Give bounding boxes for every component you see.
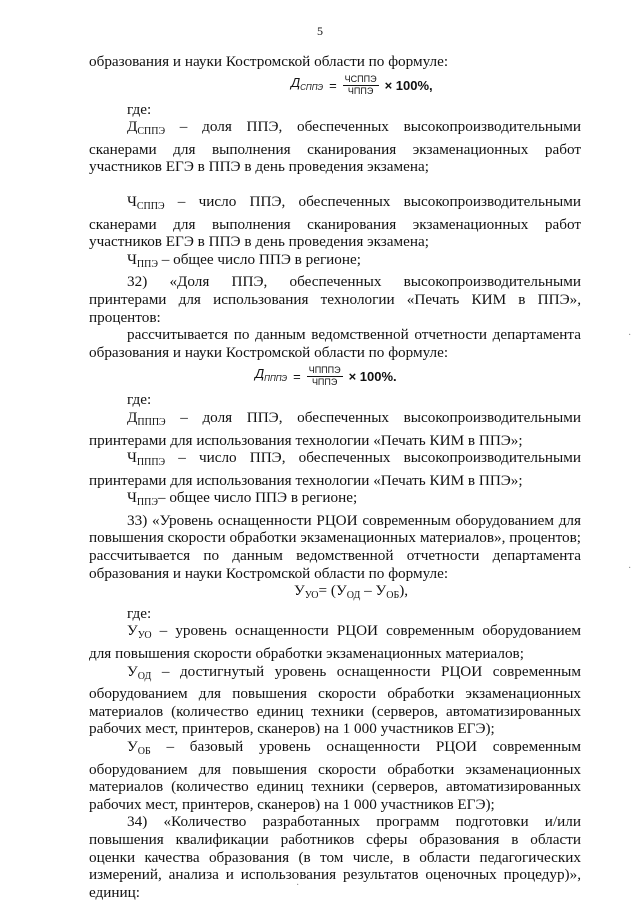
where-label: где: [127,604,152,622]
formula-lhs: $Д_{СППЭ}$ [291,75,324,93]
definition-u-od: $У_{ОД}$ – достигнутый уровень оснащенности РЦОИ современным оборудованием для повышения скорости обработки экзаменационных материалов (количество единиц техники (серверов, автоматизированных рабочих мест, принтеров, сканеров) на 1 000 участников ЕГЭ); [89,662,581,738]
scan-speck: · [628,563,632,574]
where-label: где: [127,391,152,409]
formula-denominator: ЧППЭ [347,86,374,97]
definition-u-ob: $У_{ОБ}$ – базовый уровень оснащенности РЦОИ современным оборудованием для повышения скорости обработки экзаменационных материалов (количество единиц техники (серверов, автоматизированных рабочих мест, принтеров, сканеров) на 1 000 участников ЕГЭ); [89,738,581,813]
where-label: где: [127,100,152,118]
definition-ch-sppe: $Ч_{СППЭ}$ – число ППЭ, обеспеченных высокопроизводительными сканерами для выполнения сканирования экзаменационных работ участников ЕГЭ в ППЭ в день проведения экзамена; [89,192,581,251]
definition-ch-ppe: $Ч_{ППЭ}$ – общее число ППЭ в регионе; [127,250,361,270]
formula-multiplier: × 100%, [384,77,433,93]
definition-ch-pppe: $Ч_{ПППЭ}$ – число ППЭ, обеспеченных высокопроизводительными принтерами для использования технологии «Печать КИМ в ППЭ»; [89,449,581,489]
definition-d-pppe: $Д_{ПППЭ}$ – доля ППЭ, обеспеченных высокопроизводительными принтерами для использования технологии «Печать КИМ в ППЭ»; [89,408,581,449]
definition-u-uo: $У_{УО}$ – уровень оснащенности РЦОИ современным оборудованием для повышения скорости обработки экзаменационных материалов; [89,622,581,663]
document-body [89,53,581,901]
scan-speck: · [628,330,632,341]
definition-ch-ppe-2: $Ч_{ППЭ}-$ общее число ППЭ в регионе; [127,489,358,509]
formula-fraction [307,365,343,388]
formula-numerator: ЧСППЭ [344,74,377,85]
item-33: 33) «Уровень оснащенности РЦОИ современным оборудованием для повышения скорости обработки экзаменационных материалов», процентов; рассчитывается по данным ведомственной отчетности департамента образования и науки Костромской области по формуле: [89,511,581,582]
item-32-calculation: рассчитывается по данным ведомственной отчетности департамента образования и науки Костромской области по формуле: [89,326,581,361]
formula-denominator: ЧППЭ [311,376,338,387]
formula-lhs: $Д_{ПППЭ}$ [255,366,288,384]
item-32: 32) «Доля ППЭ, обеспеченных высокопроизводительными принтерами для использования технологии «Печать КИМ в ППЭ», процентов: [89,273,581,326]
formula-share-printers [89,361,581,391]
page-number: 5 [317,24,323,38]
formula-equals: = [293,368,301,384]
paragraph-formula-intro: образования и науки Костромской области по формуле: [89,53,449,70]
formula-numerator: ЧПППЭ [308,364,341,375]
item-34: 34) «Количество разработанных программ подготовки и/или повышения квалификации работников сферы образования в области оценки качества образования (в том числе, в области педагогических измерений, анализа и использования результатов оценочных процедур)», единиц: [89,813,581,901]
formula-share-scanners [89,71,581,101]
formula-fraction [343,74,379,97]
formula-multiplier: × 100%. [348,368,397,384]
formula-equipment-level: $У_{УО}= (У_{ОД} - У_{ОБ})$, [293,582,409,602]
definition-d-sppe: $Д_{СППЭ}$ – доля ППЭ, обеспеченных высокопроизводительными сканерами для выполнения сканирования экзаменационных работ участников ЕГЭ в ППЭ в день проведения экзамена; [89,118,581,176]
formula-equals: = [329,77,337,93]
scan-speck: · [296,880,300,891]
